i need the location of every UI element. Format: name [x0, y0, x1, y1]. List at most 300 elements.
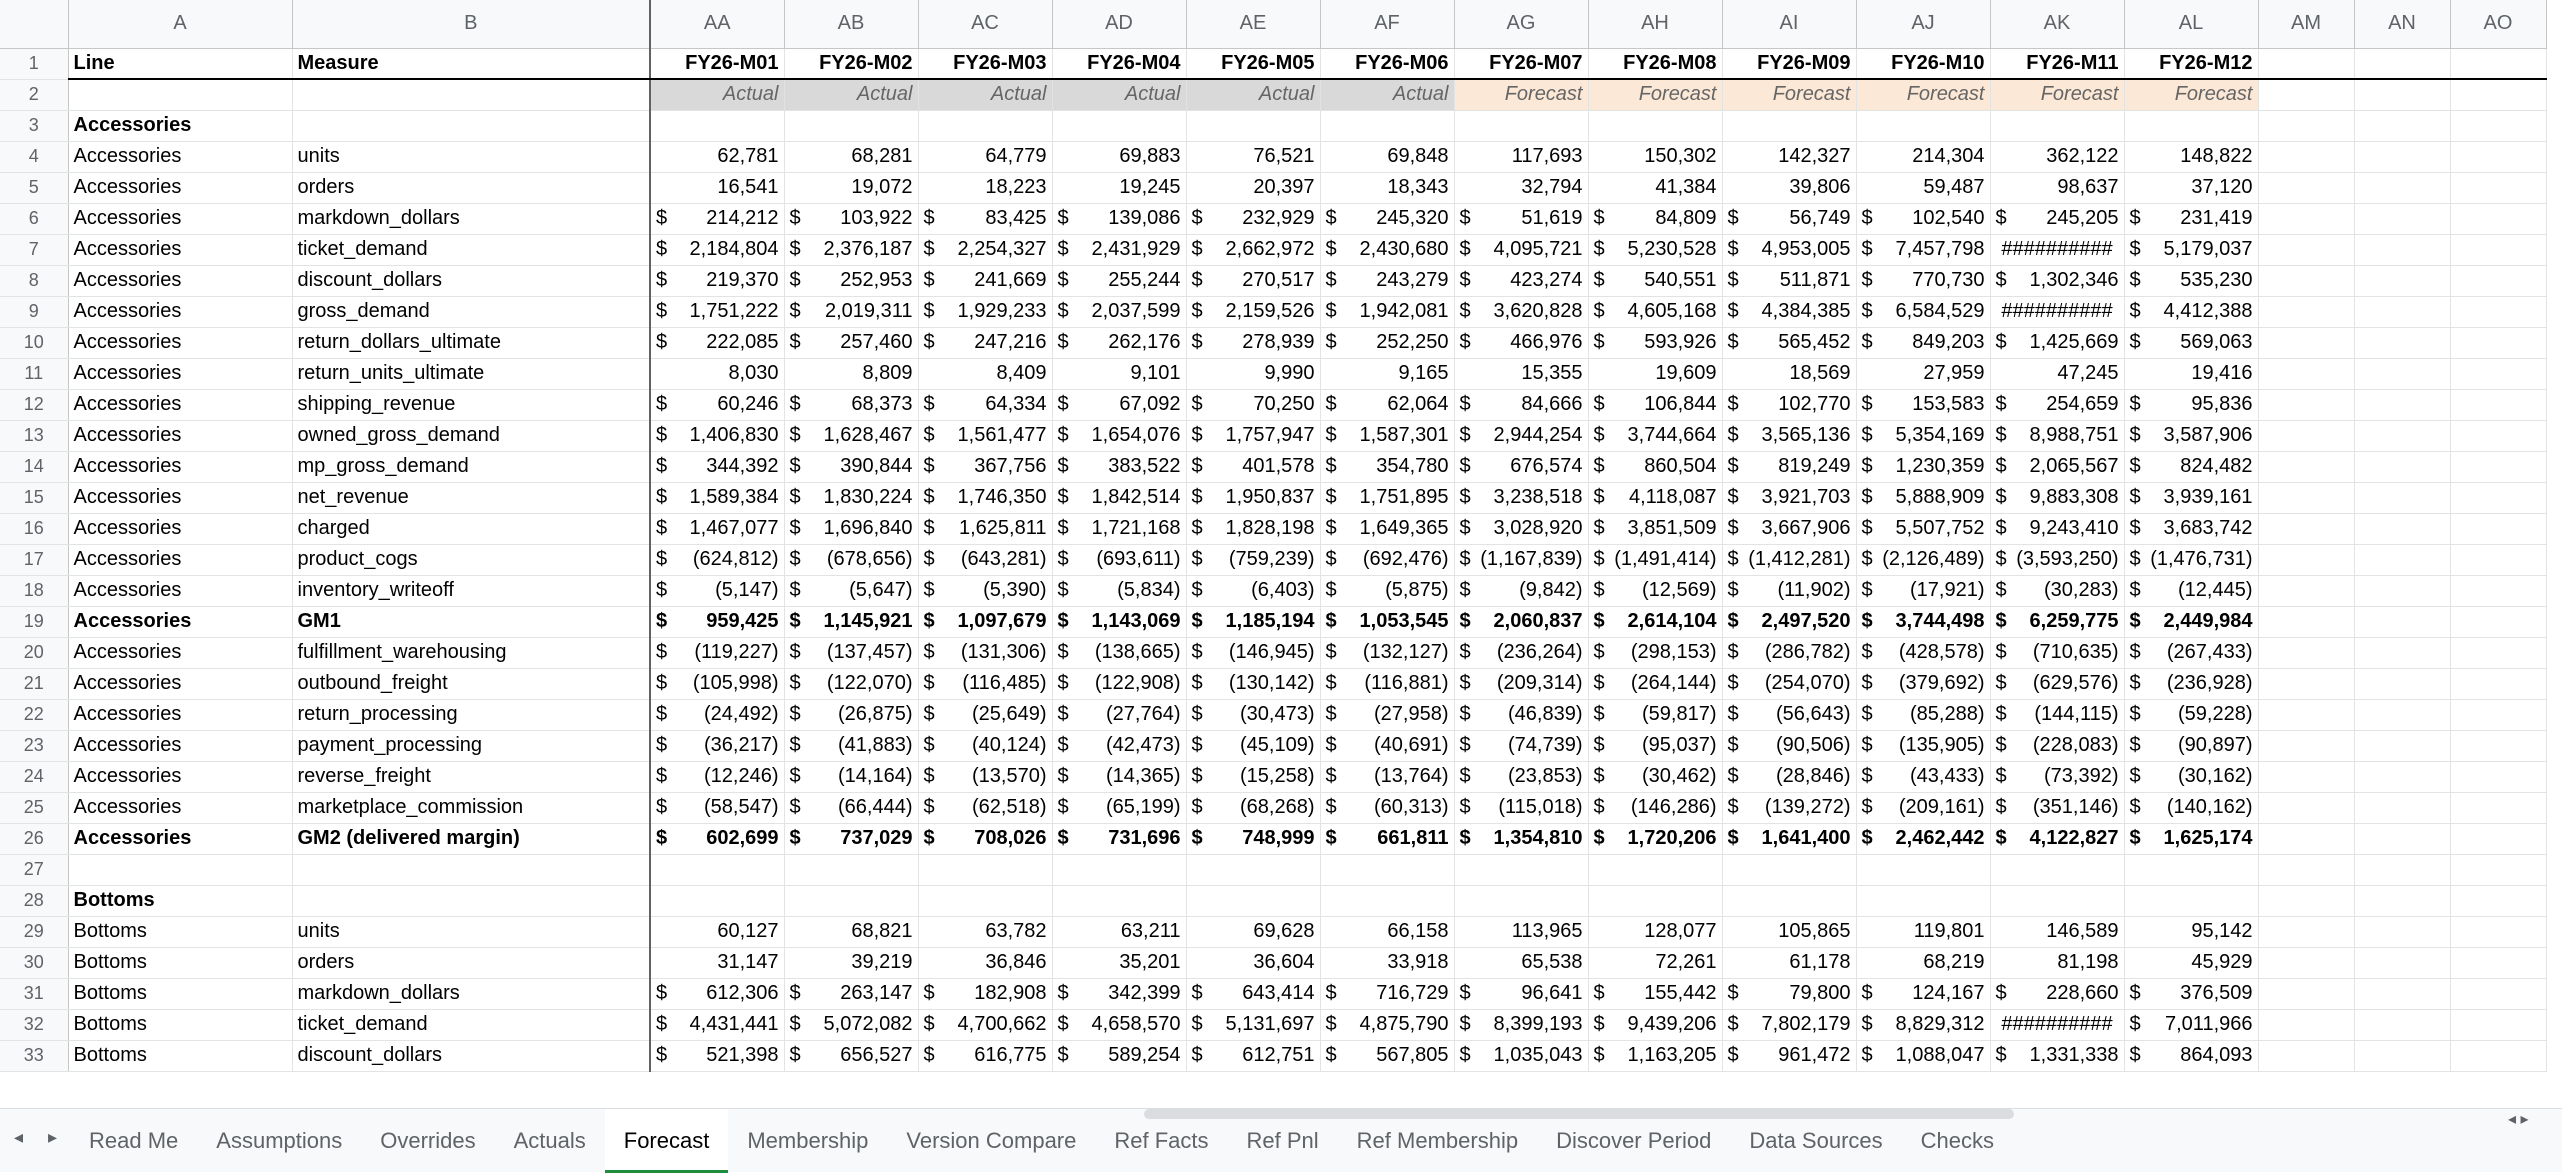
cell[interactable]: return_dollars_ultimate [292, 327, 650, 358]
cell[interactable]: Accessories [68, 637, 292, 668]
column-header[interactable]: B [292, 0, 650, 48]
cell[interactable] [2450, 482, 2546, 513]
row-header[interactable]: 14 [0, 451, 68, 482]
cell[interactable] [1454, 141, 1588, 172]
cell[interactable] [1856, 699, 1990, 730]
cell[interactable] [918, 637, 1052, 668]
row-header[interactable]: 5 [0, 172, 68, 203]
cell[interactable]: units [292, 916, 650, 947]
cell[interactable] [1454, 916, 1588, 947]
cell[interactable] [2450, 141, 2546, 172]
cell[interactable] [2450, 79, 2546, 110]
cell[interactable] [1186, 637, 1320, 668]
cell[interactable] [1722, 172, 1856, 203]
cell[interactable] [2450, 203, 2546, 234]
cell[interactable] [1588, 234, 1722, 265]
cell[interactable] [1320, 358, 1454, 389]
cell[interactable]: Accessories [68, 761, 292, 792]
cell[interactable] [1722, 885, 1856, 916]
cell[interactable] [1320, 699, 1454, 730]
cell[interactable] [784, 358, 918, 389]
cell[interactable] [1454, 885, 1588, 916]
cell[interactable] [1990, 544, 2124, 575]
cell[interactable] [1990, 451, 2124, 482]
cell[interactable] [1186, 296, 1320, 327]
cell[interactable] [650, 513, 784, 544]
cell[interactable] [1320, 575, 1454, 606]
cell[interactable]: FY26-M07 [1454, 48, 1588, 79]
cell[interactable] [1722, 296, 1856, 327]
cell[interactable] [2450, 389, 2546, 420]
scroll-tabs-right-icon[interactable]: ▸ [48, 1127, 58, 1147]
cell[interactable] [2124, 451, 2258, 482]
cell[interactable] [1588, 203, 1722, 234]
cell[interactable]: Accessories [68, 823, 292, 854]
cell[interactable] [1856, 575, 1990, 606]
cell[interactable] [2124, 265, 2258, 296]
cell[interactable] [1320, 389, 1454, 420]
cell[interactable] [1856, 110, 1990, 141]
cell[interactable] [2258, 699, 2354, 730]
cell[interactable] [1186, 854, 1320, 885]
cell[interactable]: Accessories [68, 141, 292, 172]
scroll-arrows-icon[interactable]: ◂ ▸ [2508, 1111, 2529, 1128]
cell[interactable] [1320, 296, 1454, 327]
cell[interactable] [1186, 885, 1320, 916]
cell[interactable]: Actual [650, 79, 784, 110]
row-header[interactable]: 2 [0, 79, 68, 110]
column-header[interactable]: AM [2258, 0, 2354, 48]
cell[interactable] [1588, 544, 1722, 575]
cell[interactable] [2354, 854, 2450, 885]
cell[interactable]: Forecast [1588, 79, 1722, 110]
cell[interactable]: FY26-M10 [1856, 48, 1990, 79]
cell[interactable] [2258, 296, 2354, 327]
cell[interactable]: payment_processing [292, 730, 650, 761]
cell[interactable] [1990, 172, 2124, 203]
cell[interactable]: Accessories [68, 792, 292, 823]
cell[interactable] [1856, 296, 1990, 327]
cell[interactable] [1856, 978, 1990, 1009]
row-header[interactable]: 32 [0, 1009, 68, 1040]
cell[interactable]: gross_demand [292, 296, 650, 327]
cell[interactable] [1186, 451, 1320, 482]
cell[interactable] [918, 141, 1052, 172]
cell[interactable] [918, 606, 1052, 637]
cell[interactable] [1454, 947, 1588, 978]
cell[interactable] [1722, 916, 1856, 947]
cell[interactable] [1454, 327, 1588, 358]
cell[interactable] [784, 823, 918, 854]
cell[interactable] [1856, 606, 1990, 637]
cell[interactable] [650, 265, 784, 296]
column-header[interactable]: AJ [1856, 0, 1990, 48]
cell[interactable] [1990, 978, 2124, 1009]
cell[interactable] [918, 823, 1052, 854]
cell[interactable] [1320, 420, 1454, 451]
cell[interactable] [1856, 234, 1990, 265]
cell[interactable] [2124, 978, 2258, 1009]
cell[interactable] [2450, 296, 2546, 327]
column-header[interactable]: AI [1722, 0, 1856, 48]
cell[interactable] [1052, 978, 1186, 1009]
cell[interactable] [1186, 947, 1320, 978]
cell[interactable] [1990, 389, 2124, 420]
column-header[interactable]: AD [1052, 0, 1186, 48]
cell[interactable] [1052, 110, 1186, 141]
column-header[interactable]: AF [1320, 0, 1454, 48]
cell[interactable]: markdown_dollars [292, 978, 650, 1009]
cell[interactable] [918, 668, 1052, 699]
cell[interactable] [1588, 947, 1722, 978]
cell[interactable] [1320, 544, 1454, 575]
row-header[interactable]: 18 [0, 575, 68, 606]
cell[interactable] [784, 513, 918, 544]
cell[interactable]: Accessories [68, 296, 292, 327]
cell[interactable] [2354, 606, 2450, 637]
cell[interactable] [1320, 823, 1454, 854]
cell[interactable] [784, 451, 918, 482]
cell[interactable] [2124, 637, 2258, 668]
cell[interactable] [2258, 730, 2354, 761]
cell[interactable] [784, 730, 918, 761]
cell[interactable]: Accessories [68, 203, 292, 234]
sheet-tab[interactable]: Forecast [605, 1109, 729, 1173]
row-header[interactable]: 7 [0, 234, 68, 265]
cell[interactable] [1588, 606, 1722, 637]
cell[interactable] [1320, 854, 1454, 885]
cell[interactable] [2450, 885, 2546, 916]
cell[interactable] [2258, 668, 2354, 699]
row-header[interactable]: 28 [0, 885, 68, 916]
cell[interactable] [784, 296, 918, 327]
cell[interactable] [1320, 668, 1454, 699]
cell[interactable] [1856, 172, 1990, 203]
cell[interactable] [2124, 854, 2258, 885]
cell[interactable] [2258, 482, 2354, 513]
cell[interactable] [2354, 79, 2450, 110]
cell[interactable] [1052, 885, 1186, 916]
cell[interactable] [2258, 79, 2354, 110]
cell[interactable] [918, 358, 1052, 389]
cell[interactable] [650, 358, 784, 389]
cell[interactable] [1722, 110, 1856, 141]
cell[interactable] [1454, 513, 1588, 544]
cell[interactable] [1320, 947, 1454, 978]
cell[interactable]: Forecast [1454, 79, 1588, 110]
cell[interactable] [1722, 606, 1856, 637]
cell[interactable] [1454, 544, 1588, 575]
cell[interactable] [650, 575, 784, 606]
cell[interactable] [1454, 203, 1588, 234]
cell[interactable] [1722, 699, 1856, 730]
cell[interactable] [1454, 978, 1588, 1009]
sheet-tab[interactable]: Ref Membership [1356, 1128, 1519, 1153]
cell[interactable] [1990, 141, 2124, 172]
cell[interactable] [2258, 389, 2354, 420]
cell[interactable] [1856, 513, 1990, 544]
cell[interactable] [1320, 792, 1454, 823]
cell[interactable] [1990, 513, 2124, 544]
cell[interactable] [1990, 761, 2124, 792]
cell[interactable]: product_cogs [292, 544, 650, 575]
row-header[interactable]: 31 [0, 978, 68, 1009]
cell[interactable] [2124, 172, 2258, 203]
cell[interactable] [2258, 978, 2354, 1009]
row-header[interactable]: 19 [0, 606, 68, 637]
cell[interactable] [784, 265, 918, 296]
cell[interactable] [1320, 110, 1454, 141]
cell[interactable] [1454, 1040, 1588, 1071]
cell[interactable] [918, 854, 1052, 885]
cell[interactable] [2354, 544, 2450, 575]
cell[interactable] [1320, 482, 1454, 513]
cell[interactable] [2258, 916, 2354, 947]
cell[interactable] [1186, 482, 1320, 513]
cell[interactable] [1856, 544, 1990, 575]
cell[interactable] [2258, 172, 2354, 203]
cell[interactable] [1186, 916, 1320, 947]
cell[interactable] [2354, 792, 2450, 823]
cell[interactable] [2258, 420, 2354, 451]
horizontal-scrollbar[interactable] [1144, 1109, 2014, 1119]
sheet-tab[interactable]: Read Me [89, 1128, 179, 1153]
cell[interactable] [1722, 1009, 1856, 1040]
cell[interactable] [1186, 513, 1320, 544]
cell[interactable] [2354, 451, 2450, 482]
cell[interactable] [1320, 606, 1454, 637]
cell[interactable] [1186, 110, 1320, 141]
cell[interactable] [1052, 265, 1186, 296]
cell[interactable] [2354, 482, 2450, 513]
cell[interactable]: Bottoms [68, 1040, 292, 1071]
cell[interactable] [1186, 1040, 1320, 1071]
cell[interactable] [1588, 296, 1722, 327]
cell[interactable]: reverse_freight [292, 761, 650, 792]
cell[interactable] [1052, 482, 1186, 513]
cell[interactable] [1990, 885, 2124, 916]
column-header[interactable]: AG [1454, 0, 1588, 48]
cell[interactable]: Accessories [68, 172, 292, 203]
cell[interactable] [1186, 792, 1320, 823]
cell[interactable] [1990, 203, 2124, 234]
cell[interactable] [918, 327, 1052, 358]
cell[interactable] [2354, 172, 2450, 203]
cell[interactable] [2258, 761, 2354, 792]
cell[interactable] [650, 916, 784, 947]
cell[interactable] [1186, 668, 1320, 699]
cell[interactable] [1990, 637, 2124, 668]
cell[interactable] [1722, 141, 1856, 172]
cell[interactable] [2258, 141, 2354, 172]
cell[interactable] [68, 854, 292, 885]
cell[interactable] [2258, 885, 2354, 916]
cell[interactable] [1186, 420, 1320, 451]
cell[interactable]: Accessories [68, 699, 292, 730]
cell[interactable] [1722, 482, 1856, 513]
row-header[interactable]: 27 [0, 854, 68, 885]
cell[interactable] [1722, 792, 1856, 823]
cell[interactable] [1186, 327, 1320, 358]
cell[interactable] [1856, 327, 1990, 358]
cell[interactable] [2354, 730, 2450, 761]
cell[interactable] [2124, 792, 2258, 823]
cell[interactable] [1186, 172, 1320, 203]
cell[interactable] [784, 389, 918, 420]
cell[interactable] [650, 172, 784, 203]
cell[interactable] [650, 730, 784, 761]
cell[interactable] [1722, 1040, 1856, 1071]
cell[interactable] [1454, 420, 1588, 451]
cell[interactable] [784, 606, 918, 637]
cell[interactable] [1588, 172, 1722, 203]
cell[interactable] [918, 234, 1052, 265]
cell[interactable]: Accessories [68, 482, 292, 513]
cell[interactable] [784, 947, 918, 978]
cell[interactable] [2450, 606, 2546, 637]
cell[interactable] [918, 265, 1052, 296]
cell[interactable] [1990, 265, 2124, 296]
cell[interactable] [1186, 823, 1320, 854]
cell[interactable]: FY26-M12 [2124, 48, 2258, 79]
cell[interactable] [1856, 916, 1990, 947]
cell[interactable] [2124, 730, 2258, 761]
cell[interactable]: Bottoms [68, 916, 292, 947]
cell[interactable] [1052, 761, 1186, 792]
cell[interactable] [2258, 575, 2354, 606]
cell[interactable] [1588, 668, 1722, 699]
cell[interactable] [784, 792, 918, 823]
cell[interactable]: Measure [292, 48, 650, 79]
column-header[interactable]: AB [784, 0, 918, 48]
cell[interactable] [1722, 203, 1856, 234]
cell[interactable] [1320, 265, 1454, 296]
cell[interactable] [650, 637, 784, 668]
cell[interactable] [1320, 513, 1454, 544]
cell[interactable] [1722, 947, 1856, 978]
cell[interactable] [918, 420, 1052, 451]
select-all-corner[interactable] [0, 0, 68, 48]
cell[interactable] [918, 482, 1052, 513]
row-header[interactable]: 6 [0, 203, 68, 234]
cell[interactable] [1588, 637, 1722, 668]
cell[interactable] [1454, 606, 1588, 637]
cell[interactable] [2354, 513, 2450, 544]
cell[interactable] [2124, 885, 2258, 916]
cell[interactable] [1588, 482, 1722, 513]
cell[interactable] [1320, 203, 1454, 234]
cell[interactable] [2258, 451, 2354, 482]
cell[interactable] [292, 79, 650, 110]
cell[interactable] [1320, 730, 1454, 761]
cell[interactable] [2450, 947, 2546, 978]
cell[interactable] [918, 296, 1052, 327]
cell[interactable] [1454, 389, 1588, 420]
row-header[interactable]: 8 [0, 265, 68, 296]
cell[interactable] [918, 885, 1052, 916]
cell[interactable] [1588, 761, 1722, 792]
cell[interactable] [2450, 637, 2546, 668]
cell[interactable] [1454, 575, 1588, 606]
cell[interactable]: orders [292, 947, 650, 978]
cell[interactable] [1186, 358, 1320, 389]
cell[interactable] [2354, 420, 2450, 451]
cell[interactable] [1052, 296, 1186, 327]
cell[interactable] [1856, 885, 1990, 916]
cell[interactable] [1588, 110, 1722, 141]
cell[interactable] [1052, 575, 1186, 606]
cell[interactable] [1052, 513, 1186, 544]
cell[interactable] [650, 110, 784, 141]
cell[interactable] [650, 544, 784, 575]
cell[interactable] [2124, 296, 2258, 327]
cell[interactable] [1052, 699, 1186, 730]
cell[interactable]: Accessories [68, 668, 292, 699]
cell[interactable] [2450, 823, 2546, 854]
cell[interactable]: Forecast [1990, 79, 2124, 110]
cell[interactable] [650, 947, 784, 978]
cell[interactable] [1186, 761, 1320, 792]
cell[interactable] [2354, 203, 2450, 234]
cell[interactable]: FY26-M01 [650, 48, 784, 79]
cell[interactable] [918, 1009, 1052, 1040]
cell[interactable] [784, 916, 918, 947]
cell[interactable] [2354, 141, 2450, 172]
cell[interactable] [2124, 482, 2258, 513]
cell[interactable]: inventory_writeoff [292, 575, 650, 606]
cell[interactable] [1052, 420, 1186, 451]
cell[interactable] [1052, 358, 1186, 389]
cell[interactable] [2450, 1009, 2546, 1040]
cell[interactable]: Accessories [68, 389, 292, 420]
cell[interactable] [1856, 854, 1990, 885]
column-header[interactable]: A [68, 0, 292, 48]
cell[interactable] [2354, 1040, 2450, 1071]
row-header[interactable]: 22 [0, 699, 68, 730]
cell[interactable] [1052, 544, 1186, 575]
cell[interactable] [1052, 854, 1186, 885]
cell[interactable] [2354, 327, 2450, 358]
cell[interactable] [2354, 1009, 2450, 1040]
row-header[interactable]: 3 [0, 110, 68, 141]
cell[interactable]: ticket_demand [292, 234, 650, 265]
cell[interactable] [1990, 296, 2124, 327]
cell[interactable] [1990, 575, 2124, 606]
cell[interactable] [650, 761, 784, 792]
cell[interactable] [918, 792, 1052, 823]
cell[interactable] [1186, 606, 1320, 637]
cell[interactable] [1856, 389, 1990, 420]
cell[interactable] [1722, 730, 1856, 761]
cell[interactable]: FY26-M02 [784, 48, 918, 79]
cell[interactable] [650, 885, 784, 916]
row-header[interactable]: 23 [0, 730, 68, 761]
cell[interactable]: Forecast [2124, 79, 2258, 110]
cell[interactable] [784, 544, 918, 575]
cell[interactable] [1052, 1009, 1186, 1040]
cell[interactable] [1588, 389, 1722, 420]
cell[interactable] [1454, 792, 1588, 823]
row-header[interactable]: 1 [0, 48, 68, 79]
cell[interactable] [2258, 358, 2354, 389]
cell[interactable] [1186, 1009, 1320, 1040]
cell[interactable] [1052, 606, 1186, 637]
cell[interactable] [1320, 327, 1454, 358]
cell[interactable] [650, 1009, 784, 1040]
cell[interactable] [784, 172, 918, 203]
cell[interactable] [784, 482, 918, 513]
cell[interactable] [1186, 544, 1320, 575]
